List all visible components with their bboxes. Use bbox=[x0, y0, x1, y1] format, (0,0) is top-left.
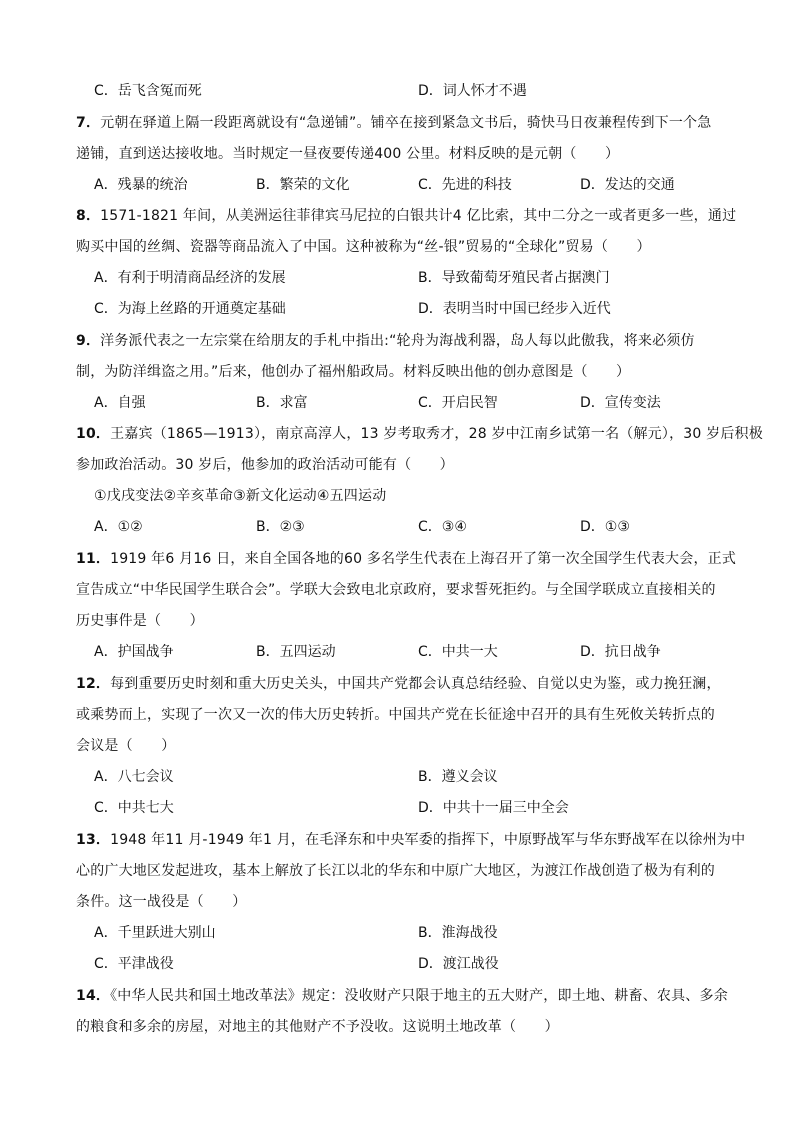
q9-stem-line-2: 制，为防洋缉盗之用。”后来，他创办了福州船政局。材料反映出他的创办意图是（ ） bbox=[76, 364, 631, 380]
q12-stem-line-1: 12．每到重要历史时刻和重大历史关头，中国共产党都会认真总结经验、自觉以史为鉴，或力挽狂澜， bbox=[76, 676, 721, 692]
q6-option-c: C．岳飞含冤而死 bbox=[94, 83, 202, 99]
q12-stem-line-3: 会议是（ ） bbox=[76, 738, 176, 754]
q13-option-d: D．渡江战役 bbox=[418, 956, 499, 972]
q13-stem-line-1: 13．1948 年11 月-1949 年1 月，在毛泽东和中央军委的指挥下，中原野战军与华东野战军在以徐州为中 bbox=[76, 832, 746, 848]
q11-option-c: C．中共一大 bbox=[418, 644, 498, 660]
q13-stem-line-3: 条件。这一战役是（ ） bbox=[76, 894, 247, 910]
q7-stem-line-1: 7．元朝在驿道上隔一段距离就设有“急递铺”。铺卒在接到紧急文书后，骑快马日夜兼程传到下一个急 bbox=[76, 115, 712, 131]
q12-option-a: A．八七会议 bbox=[94, 769, 174, 785]
q11-option-b: B．五四运动 bbox=[256, 644, 336, 660]
q7-number: 7． bbox=[76, 115, 101, 131]
q13-option-b: B．淮海战役 bbox=[418, 925, 498, 941]
q13-number: 13． bbox=[76, 832, 111, 848]
q11-stem-line-3: 历史事件是（ ） bbox=[76, 613, 204, 629]
q10-option-a: A．①② bbox=[94, 519, 143, 535]
q8-option-d: D．表明当时中国已经步入近代 bbox=[418, 301, 611, 317]
q8-number: 8． bbox=[76, 208, 101, 224]
q7-option-c: C．先进的科技 bbox=[418, 177, 512, 193]
q14-number: 14． bbox=[76, 988, 111, 1004]
q12-option-c: C．中共七大 bbox=[94, 800, 174, 816]
q10-items: ①戊戌变法②辛亥革命③新文化运动④五四运动 bbox=[94, 488, 387, 504]
q12-option-b: B．遵义会议 bbox=[418, 769, 498, 785]
q10-number: 10． bbox=[76, 426, 111, 442]
q9-option-b: B．求富 bbox=[256, 395, 308, 411]
q8-stem-line-1: 8．1571-1821 年间，从美洲运往菲律宾马尼拉的白银共计4 亿比索，其中二分之一或者更多一些，通过 bbox=[76, 208, 737, 224]
q9-option-c: C．开启民智 bbox=[418, 395, 498, 411]
q8-option-c: C．为海上丝路的开通奠定基础 bbox=[94, 301, 286, 317]
q8-stem-line-2: 购买中国的丝绸、瓷器等商品流入了中国。这种被称为“丝-银”贸易的“全球化”贸易（ ） bbox=[76, 239, 651, 255]
q10-option-d: D．①③ bbox=[580, 519, 630, 535]
q10-stem-line-1: 10．王嘉宾（1865—1913），南京高淳人，13 岁考取秀才，28 岁中江南乡试第一名（解元），30 岁后积极 bbox=[76, 426, 763, 442]
q7-option-a: A．残暴的统治 bbox=[94, 177, 188, 193]
q11-option-a: A．护国战争 bbox=[94, 644, 174, 660]
q10-option-b: B．②③ bbox=[256, 519, 305, 535]
q10-option-c: C．③④ bbox=[418, 519, 467, 535]
q13-option-c: C．平津战役 bbox=[94, 956, 174, 972]
q7-stem-line-2: 递铺，直到送达接收地。当时规定一昼夜要传递400 公里。材料反映的是元朝（ ） bbox=[76, 146, 620, 162]
q12-option-d: D．中共十一届三中全会 bbox=[418, 800, 569, 816]
q12-stem-line-2: 或乘势而上，实现了一次又一次的伟大历史转折。中国共产党在长征途中召开的具有生死攸关转折点的 bbox=[76, 707, 715, 723]
q9-option-d: D．宣传变法 bbox=[580, 395, 661, 411]
q9-number: 9． bbox=[76, 333, 101, 349]
q13-stem-line-2: 心的广大地区发起进攻，基本上解放了长江以北的华东和中原广大地区，为渡江作战创造了极为有利的 bbox=[76, 863, 715, 879]
q11-option-d: D．抗日战争 bbox=[580, 644, 661, 660]
q14-stem-line-2: 的粮食和多余的房屋，对地主的其他财产不予没收。这说明土地改革（ ） bbox=[76, 1019, 559, 1035]
q8-option-a: A．有利于明清商品经济的发展 bbox=[94, 270, 286, 286]
q11-number: 11． bbox=[76, 551, 111, 567]
q12-number: 12． bbox=[76, 676, 111, 692]
q11-stem-line-2: 宣告成立“中华民国学生联合会”。学联大会致电北京政府，要求誓死拒约。与全国学联成立直接相关的 bbox=[76, 582, 716, 598]
q7-option-d: D．发达的交通 bbox=[580, 177, 675, 193]
q8-option-b: B．导致葡萄牙殖民者占据澳门 bbox=[418, 270, 610, 286]
q9-option-a: A．自强 bbox=[94, 395, 146, 411]
q9-stem-line-1: 9．洋务派代表之一左宗棠在给朋友的手札中指出:“轮舟为海战利器，岛人每以此傲我，将来必须仿 bbox=[76, 333, 695, 349]
q11-stem-line-1: 11．1919 年6 月16 日，来自全国各地的60 多名学生代表在上海召开了第一次全国学生代表大会，正式 bbox=[76, 551, 737, 567]
q13-option-a: A．千里跃进大别山 bbox=[94, 925, 216, 941]
q14-stem-line-1: 14．《中华人民共和国土地改革法》规定：没收财产只限于地主的五大财产，即土地、耕畜、农具、多余 bbox=[76, 988, 728, 1004]
q7-option-b: B．繁荣的文化 bbox=[256, 177, 350, 193]
q10-stem-line-2: 参加政治活动。30 岁后，他参加的政治活动可能有（ ） bbox=[76, 457, 454, 473]
q6-option-d: D．词人怀才不遇 bbox=[418, 83, 527, 99]
